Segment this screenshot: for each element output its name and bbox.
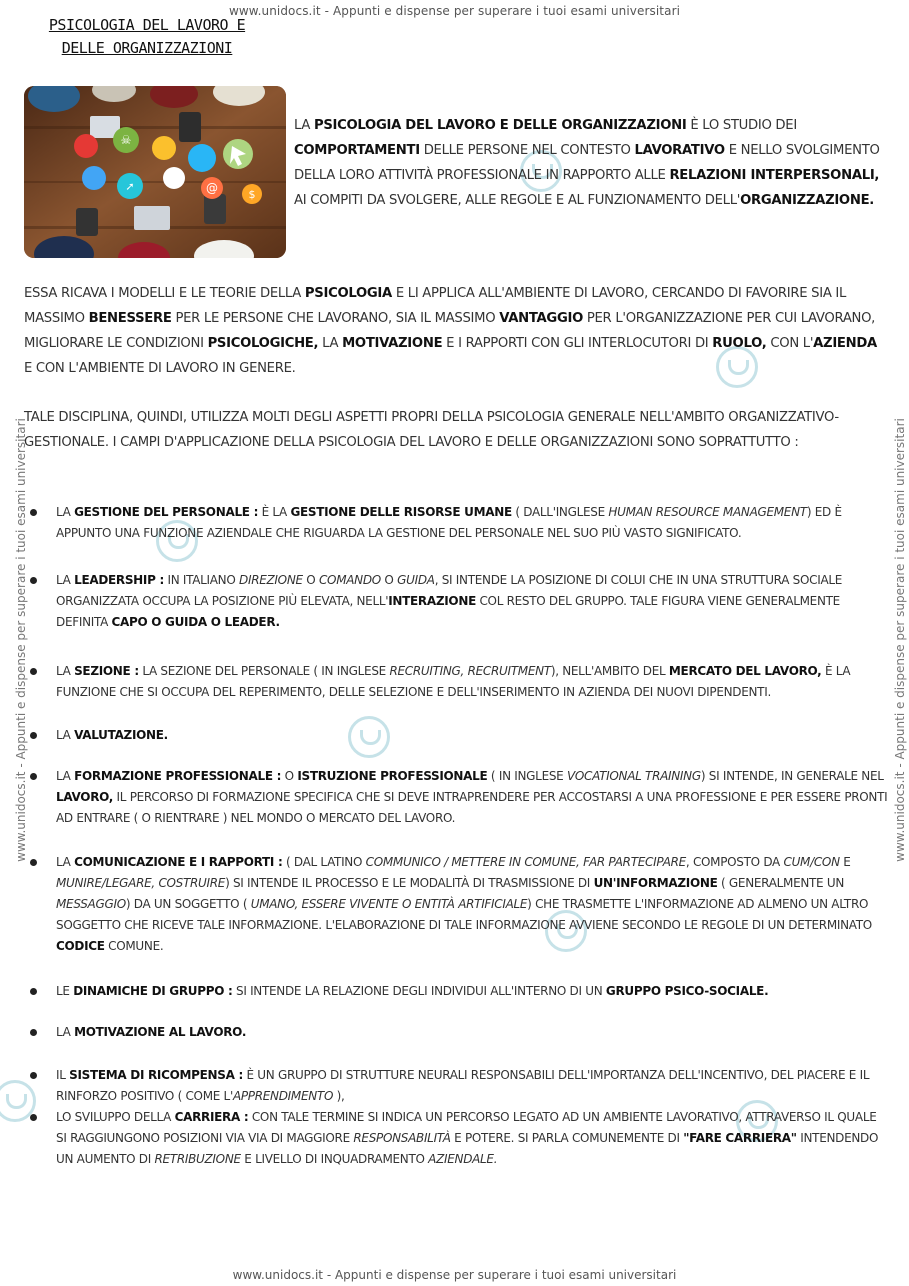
hero-illustration [24, 86, 286, 258]
list-item: IL SISTEMA DI RICOMPENSA : È UN GRUPPO DI STRUTTURE NEURALI RESPONSABILI DELL'IMPORTANZA DELL'INCENTIVO, DEL PIACERE E IL RINFORZO POSITIVO ( COME L'APPRENDIMENTO ), [56, 1068, 870, 1103]
paragraph: ESSA RICAVA I MODELLI E LE TEORIE DELLA PSICOLOGIA E LI APPLICA ALL'AMBIENTE DI LAVORO, CERCANDO DI FAVORIRE SIA IL MASSIMO BENESSERE PER LE PERSONE CHE LAVORANO, SIA IL MASSIMO VANTAGGIO PER L'ORGANIZZAZIONE PER CUI LAVORANO, MIGLIORARE LE CONDIZIONI PSICOLOGICHE, LA MOTIVAZIONE E I RAPPORTI CON GLI INTERLOCUTORI DI RUOLO, CON L'AZIENDA E CON L'AMBIENTE DI LAVORO IN GENERE. [24, 286, 877, 376]
intro-paragraph: LA PSICOLOGIA DEL LAVORO E DELLE ORGANIZZAZIONI È LO STUDIO DEI COMPORTAMENTI DELLE PERSONE NEL CONTESTO LAVORATIVO E NELLO SVOLGIMENTO DELLA LORO ATTIVITÀ PROFESSIONALE IN RAPPORTO ALLE RELAZIONI INTERPERSONALI, AI COMPITI DA SVOLGERE, ALLE REGOLE E AL FUNZIONAMENTO DELL'ORGANIZZAZIONE. [294, 118, 880, 208]
title-line: DELLE ORGANIZZAZIONI [61, 39, 233, 57]
bullet-icon [30, 509, 37, 516]
list-item: LA GESTIONE DEL PERSONALE : È LA GESTIONE DELLE RISORSE UMANE ( DALL'INGLESE HUMAN RESOURCE MANAGEMENT) ED È APPUNTO UNA FUNZIONE AZIENDALE CHE RIGUARDA LA GESTIONE DEL PERSONALE NEL SUO PIÙ VASTO SIGNIFICATO. [56, 505, 842, 540]
watermark-left: www.unidocs.it - Appunti e dispense per superare i tuoi esami universitari [14, 418, 28, 862]
hero-image [24, 86, 286, 258]
bullet-icon [30, 577, 37, 584]
list-item: LE DINAMICHE DI GRUPPO : SI INTENDE LA RELAZIONE DEGLI INDIVIDUI ALL'INTERNO DI UN GRUPPO PSICO-SOCIALE. [56, 984, 769, 998]
list-item: LA VALUTAZIONE. [56, 728, 168, 742]
chat-icon [152, 136, 176, 160]
title-line: PSICOLOGIA DEL LAVORO E [48, 16, 246, 34]
list-item: LA SEZIONE : LA SEZIONE DEL PERSONALE ( IN INGLESE RECRUITING, RECRUITMENT), NELL'AMBITO DEL MERCATO DEL LAVORO, È LA FUNZIONE CHE SI OCCUPA DEL REPERIMENTO, DELLE SELEZIONE E DELL'INSERIMENTO IN AZIENDA DEI NUOVI DIPENDENTI. [56, 664, 851, 699]
cloud-icon [188, 144, 216, 172]
watermark-top: www.unidocs.it - Appunti e dispense per superare i tuoi esami universitari [228, 4, 681, 18]
list-item: LA MOTIVAZIONE AL LAVORO. [56, 1025, 247, 1039]
bullet-icon [30, 859, 37, 866]
svg-text:➚: ➚ [125, 180, 135, 193]
bullet-icon [30, 1072, 37, 1079]
watermark-right: www.unidocs.it - Appunti e dispense per superare i tuoi esami universitari [893, 418, 907, 862]
paragraph: TALE DISCIPLINA, QUINDI, UTILIZZA MOLTI DEGLI ASPETTI PROPRI DELLA PSICOLOGIA GENERALE NELL'AMBITO ORGANIZZATIVO-GESTIONALE. I CAMPI D'APPLICAZIONE DELLA PSICOLOGIA DEL LAVORO E DELLE ORGANIZZAZIONI SONO SOPRATTUTTO : [24, 410, 839, 450]
svg-text:☠: ☠ [120, 133, 132, 147]
watermark-bottom: www.unidocs.it - Appunti e dispense per superare i tuoi esami universitari [232, 1268, 677, 1282]
bullet-icon [30, 1029, 37, 1036]
bullet-icon [30, 988, 37, 995]
heart-icon [74, 134, 98, 158]
svg-text:$: $ [248, 188, 256, 201]
list-item: LA FORMAZIONE PROFESSIONALE : O ISTRUZIONE PROFESSIONALE ( IN INGLESE VOCATIONAL TRAINING) SI INTENDE, IN GENERALE NEL LAVORO, IL PERCORSO DI FORMAZIONE SPECIFICA CHE SI DEVE INTRAPRENDERE PER ACCOSTARSI A UNA PROFESSIONE E PER ESSERE PRONTI AD ENTRARE ( O RIENTRARE ) NEL MONDO O MERCATO DEL LAVORO. [56, 769, 888, 825]
list-item: LO SVILUPPO DELLA CARRIERA : CON TALE TERMINE SI INDICA UN PERCORSO LEGATO AD UN AMBIENTE LAVORATIVO, ATTRAVERSO IL QUALE SI RAGGIUNGONO POSIZIONI VIA VIA DI MAGGIORE RESPONSABILITÀ E POTERE. SI PARLA COMUNEMENTE DI "FARE CARRIERA" INTENDENDO UN AUMENTO DI RETRIBUZIONE E LIVELLO DI INQUADRAMENTO AZIENDALE. [56, 1110, 879, 1166]
wifi-icon [82, 166, 106, 190]
list-item: LA LEADERSHIP : IN ITALIANO DIREZIONE O COMANDO O GUIDA, SI INTENDE LA POSIZIONE DI COLUI CHE IN UNA STRUTTURA SOCIALE ORGANIZZATA OCCUPA LA POSIZIONE PIÙ ELEVATA, NELL'INTERAZIONE COL RESTO DEL GRUPPO. TALE FIGURA VIENE GENERALMENTE DEFINITA CAPO O GUIDA O LEADER. [56, 573, 843, 629]
page-title [42, 14, 252, 60]
bullet-icon [30, 1114, 37, 1121]
bullet-icon [30, 773, 37, 780]
bullet-icon [30, 668, 37, 675]
svg-text:@: @ [206, 181, 218, 195]
list-item: LA COMUNICAZIONE E I RAPPORTI : ( DAL LATINO COMMUNICO / METTERE IN COMUNE, FAR PARTECIPARE, COMPOSTO DA CUM/CON E MUNIRE/LEGARE, COSTRUIRE) SI INTENDE IL PROCESSO E LE MODALITÀ DI TRASMISSIONE DI UN'INFORMAZIONE ( GENERALMENTE UN MESSAGGIO) DA UN SOGGETTO ( UMANO, ESSERE VIVENTE O ENTITÀ ARTIFICIALE) CHE TRASMETTE L'INFORMAZIONE AD ALMENO UN ALTRO SOGGETTO CHE RICEVE TALE INFORMAZIONE. L'ELABORAZIONE DI TALE INFORMAZIONE AVVIENE SECONDO LE REGOLE DI UN DETERMINATO CODICE COMUNE. [56, 855, 872, 953]
gear-icon [163, 167, 185, 189]
bullet-icon [30, 732, 37, 739]
